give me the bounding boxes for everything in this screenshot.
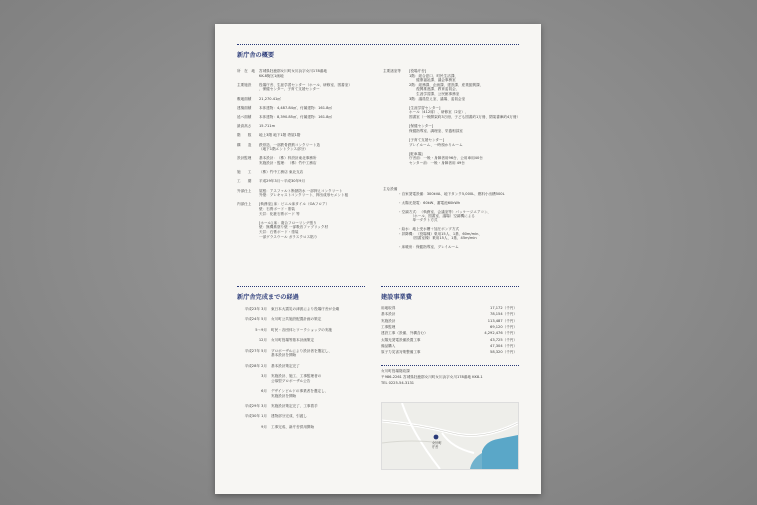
cost-row-value: 43,725（千円） (490, 337, 517, 342)
overview-row-value: 基本設計：（株）梓設計東北事務所 実施設計・監理：（株）竹中工務店 (259, 156, 317, 165)
overview-row-label: 延べ面積 (237, 115, 252, 119)
history-row-text: 実施設計策定完了、工事着手 (271, 404, 318, 408)
overview-row-value: （株）竹中工務店 東北支店 (259, 170, 304, 175)
overview-row-label: 構 造 (237, 142, 252, 147)
document-sheet (215, 24, 541, 494)
town-hall-marker (434, 435, 439, 440)
cost-row-label: 用地取得 (381, 306, 396, 310)
cost-row-label: 実施設計 (381, 318, 396, 323)
rooms-label: 主要諸室等 (383, 69, 401, 73)
history-row-date: 平成30年 1月 (244, 414, 267, 419)
overview-row-value: 鉄骨造、一部鉄骨鉄筋コンクリート造 （地下1階エントランス部分） (259, 142, 321, 152)
location-map (381, 402, 519, 470)
history-row-text: 町民・各団体とワークショップの実施 (271, 327, 333, 332)
cost-row-value: 69,120（千円） (490, 324, 517, 329)
history-row-text: プロポーザルにより設計者を選定し、 基本設計を開始 (271, 348, 332, 358)
overview-row-value: 役場庁舎、生涯学習センター（ホール、研修室、図書室） 、保健センター、子育て支援センター (259, 82, 352, 92)
history-row-date: 5〜9月 (255, 327, 267, 332)
overview-row-value: 地上3階 地下1階 塔屋1階 (259, 133, 301, 138)
history-row-date: 平成27年 5月 (244, 348, 267, 353)
history-row-date: 平成23年 3月 (244, 307, 267, 311)
overview-row-label: 所 在 地 (237, 69, 255, 73)
cost-row-label: 建設工事（設備、外構含む） (381, 331, 428, 336)
history-row-text: 東日本大震災の津波により役場庁舎が全壊 (271, 307, 340, 311)
rooms-lines: [役場庁舎] 1階：総合窓口、町民生活課、 健康福祉課、議会事務室 2階：総務課、企画課、建設課、産業振興課、 復興推進課、教育委員会、 生涯学習課、公民館事務室 3階：議員控え室、議場、委員会室 [生涯学習センター] ホール（412席）、研修室（2室）、 図書室（一般開架約3万冊、子ども図書約1万冊、閉架書庫約4万冊） [保健センター] 保健指導室、調理室、栄養相談室 [子育て支援センター] プレイルーム、一時預かりルーム [駐車場] 庁舎前：一般・身障者用96台、公用車用40台 センター前：一般・身障者用 49台 (409, 69, 521, 165)
equipment-lines: ・自家発電設備：300kVA、地下タンク5,000L、燃料小出槽500L ・太陽光発電：60kW、蓄電池60kWh ・空調方式：（執務室、会議室等）パッケージエアコン、 （ホール、図書室、議場）空調機による 単一ダクト方式 ・給水：地上受水槽＋加圧ポンプ方式 ・昇降機：（役場棟）乗用15人、1基、60m/min、 （図書室棟）乗用15人、1基、45m/min ・床暖房：保健指導室、プレイルーム (398, 192, 505, 249)
map-bay (470, 453, 482, 469)
divider-costs (381, 286, 519, 287)
cost-row-label: 備品購入 (381, 343, 396, 348)
overview-row-label: 主要施設 (237, 82, 252, 87)
history-title: 新庁舎完成までの経過 (237, 294, 299, 301)
cost-row-value: 58,320（千円） (490, 350, 517, 355)
overview-row-value: 21,270.41㎡ (259, 96, 281, 101)
overview-row-label: 工 期 (237, 179, 252, 184)
history-row-text: 女川町公共施設配置計画の策定 (271, 317, 322, 322)
overview-row-value: 本体建物：4,487.84㎡、付属建物：161.8㎡ (259, 105, 333, 110)
cost-row-value: 113,487（千円） (487, 318, 517, 323)
cost-row-label: 工事監理 (381, 324, 396, 329)
history-row-text: 基本設計策定完了 (271, 363, 300, 368)
cost-row-value: 4,292,476（千円） (484, 331, 517, 336)
history-row-date: 3月 (261, 374, 267, 378)
cost-row-value: 78,154（千円） (490, 312, 517, 317)
overview-row-label: 施 工 (237, 170, 252, 175)
history-row-text: 工事完成、新庁舎供用開始 (271, 424, 315, 429)
divider-contact (381, 365, 519, 366)
history-row-date: 12月 (258, 338, 267, 343)
contact-org: 女川町役場財政課 (381, 369, 410, 373)
overview-title: 新庁舎の概要 (237, 52, 275, 59)
overview-row-value: 宮城県牡鹿郡女川町女川浜字女川178番地 KK-8街区1画地 (259, 69, 327, 78)
overview-row-value: [執務室] 床：ビニル床タイル（OAフロア） 壁：石膏ボード・塗装 天井：化粧石膏ボード 等 (259, 202, 330, 216)
overview-row-value: [ホール] 床：複合フローリング張り 壁：無機系塗り壁 一部吸音ファブリック材 天井：石膏ボード・塗装 一部グラスウール ガラスクロス貼り (259, 220, 329, 239)
overview-row-label: 内部仕上 (237, 202, 252, 207)
contact-address: 〒986-2261 宮城県牡鹿郡女川町女川浜字女川178番地 KK8-1 (381, 375, 483, 379)
history-row-date: 平成29年 3月 (244, 404, 267, 408)
history-row-date: 6月 (261, 389, 267, 393)
map-marker-label: 女川町 庁舎 (432, 441, 442, 449)
overview-row-label: 設計監理 (237, 156, 252, 161)
overview-row-value: 屋根：アスファルト断熱防水 一部押えコンクリート 外壁：プレキャストコンクリート、押出成形セメント板 (259, 188, 349, 198)
overview-row-label: 最高高さ (237, 124, 252, 129)
overview-row-label: 建築面積 (237, 105, 252, 110)
map-graphic (382, 403, 518, 469)
history-row-text: 実施設計、施工、工事監理者の 公募型プロポーザル公告 (271, 374, 322, 383)
history-row-text: 建物部分完成、引渡し (271, 414, 307, 419)
cost-row-label: 太陽光発電設備設置工事 (381, 337, 421, 342)
map-sea (482, 435, 518, 469)
costs-title: 建設事業費 (381, 294, 412, 301)
contact-phone: TEL 0225-54-3131 (381, 381, 415, 385)
divider-history (237, 286, 365, 287)
divider-top (237, 44, 519, 45)
cost-row-label: 原子力災害対策整備工事 (381, 350, 421, 355)
history-row-text: 女川町役場等基本計画策定 (271, 338, 315, 343)
overview-row-value: 本体建物：8,390.85㎡、付属建物：161.8㎡ (259, 115, 333, 119)
history-row-date: 9月 (261, 424, 267, 429)
overview-row-label: 外部仕上 (237, 188, 252, 193)
history-row-date: 平成28年 2月 (244, 363, 267, 368)
cost-row-value: 47,304（千円） (490, 343, 517, 348)
overview-row-label: 階 数 (237, 133, 252, 138)
cost-row-value: 17,172（千円） (490, 306, 517, 310)
history-row-text: デザインビルドの事業者を選定し、 実施設計を開始 (271, 389, 329, 398)
overview-row-value: 15.711m (259, 124, 276, 129)
overview-row-label: 敷地面積 (237, 96, 252, 101)
history-row-date: 平成24年 5月 (244, 317, 267, 322)
overview-row-value: 平成29年3月〜平成30年9月 (259, 179, 306, 184)
cost-row-label: 基本設計 (381, 312, 396, 317)
equipment-label: 主な設備 (383, 187, 398, 191)
